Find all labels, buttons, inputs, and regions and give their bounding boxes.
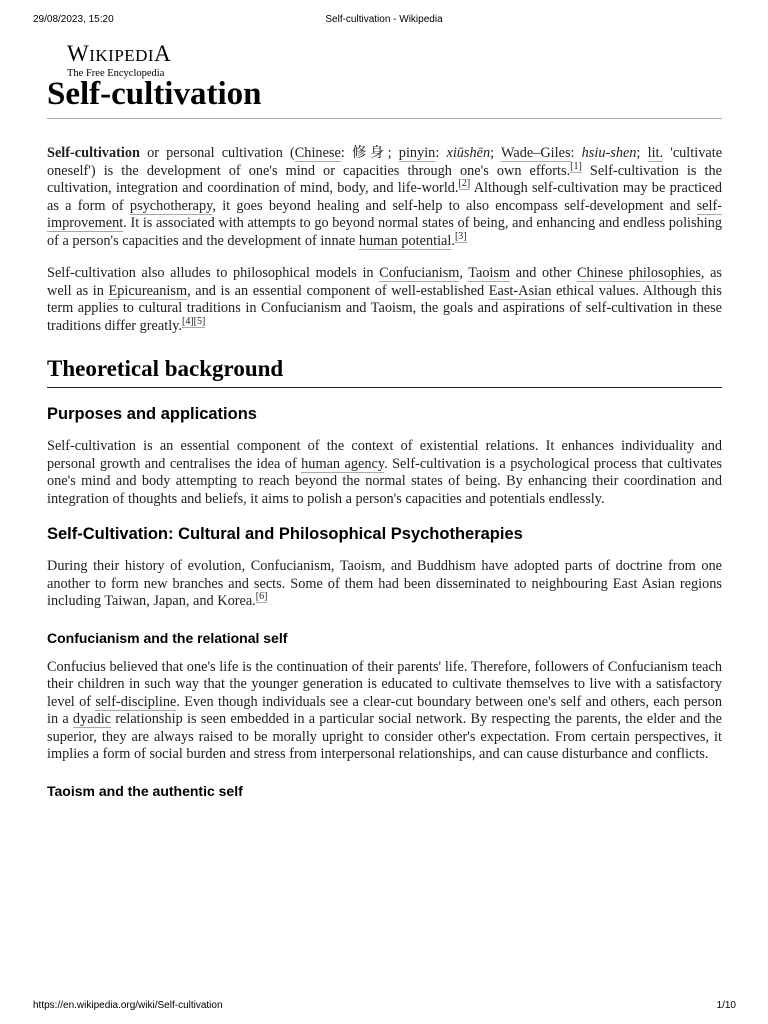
citation-4[interactable]: [4] bbox=[181, 315, 194, 327]
cultural-paragraph: During their history of evolution, Confucianism, Taoism, and Buddhism have adopted parts of doctrine from one another to form new branches and sects. Some of them had been disseminated to neighbouring East Asian regions including Taiwan, Japan, and Korea.[6] bbox=[47, 558, 722, 609]
intro-paragraph-1: Self-cultivation or personal cultivation (Chinese: 修身; pinyin: xiūshēn; Wade–Giles: hsiu-shen; lit. 'cultivate oneself') is the development of one's mind or capacities through one's own efforts.[1] Self-cultivation is the cultivation, integration and coordination of mind, body, and life-world.[2] Although self-cultivation may be practiced as a form of psychotherapy, it goes beyond healing and self-help to also encompass self-development and self-improvement. It is associated with attempts to go beyond normal states of being, and enhancing and endless polishing of a person's capacities and the development of innate human potential.[3] bbox=[47, 145, 723, 249]
link-pinyin[interactable]: pinyin bbox=[398, 145, 436, 161]
link-self-improvement[interactable]: self-improvement bbox=[47, 197, 722, 231]
heading-confucianism-relational-self: Confucianism and the relational self bbox=[47, 629, 288, 646]
heading-taoism-authentic-self: Taoism and the authentic self bbox=[47, 782, 243, 799]
citation-1[interactable]: [1] bbox=[570, 160, 582, 172]
citation-5[interactable]: [5] bbox=[193, 315, 206, 327]
page-title: Self-cultivation bbox=[47, 72, 722, 119]
citation-3[interactable]: [3] bbox=[454, 230, 467, 242]
bold-term: Self-cultivation bbox=[47, 145, 140, 161]
link-human-agency[interactable]: human agency bbox=[301, 455, 385, 472]
print-page-title: Self-cultivation - Wikipedia bbox=[325, 14, 443, 25]
link-human-potential[interactable]: human potential bbox=[358, 232, 452, 249]
print-page-number: 1/10 bbox=[716, 1000, 736, 1011]
link-chinese-philosophies[interactable]: Chinese philosophies bbox=[576, 265, 701, 281]
article-body bbox=[47, 145, 722, 812]
citation-6[interactable]: [6] bbox=[255, 591, 268, 603]
heading-cultural-psychotherapies: Self-Cultivation: Cultural and Philosophical Psychotherapies bbox=[47, 525, 523, 543]
citation-2[interactable]: [2] bbox=[458, 178, 471, 190]
link-wade-giles[interactable]: Wade–Giles bbox=[501, 145, 571, 161]
link-confucianism[interactable]: Confucianism bbox=[379, 265, 460, 281]
link-taoism[interactable]: Taoism bbox=[468, 265, 511, 281]
link-epicureanism[interactable]: Epicureanism bbox=[108, 282, 188, 299]
link-east-asian[interactable]: East-Asian bbox=[488, 282, 552, 299]
link-dyadic[interactable]: dyadic bbox=[72, 711, 112, 727]
wikipedia-tagline: The Free Encyclopedia bbox=[67, 68, 165, 79]
wikipedia-wordmark: WIKIPEDIA bbox=[67, 41, 172, 66]
link-psychotherapy[interactable]: psychotherapy bbox=[129, 197, 213, 214]
browser-print-header bbox=[0, 0, 768, 30]
intro-paragraph-2: Self-cultivation also alludes to philosophical models in Confucianism, Taoism and other Chinese philosophies, as well as in Epicureanism, and is an essential component of well-established East-Asian ethical values. Although this term applies to cultural traditions in Confucianism and Taoism, the goals and aspirations of self-cultivation in these traditions differ greatly.[4][5] bbox=[47, 265, 722, 334]
purposes-paragraph: Self-cultivation is an essential component of the context of existential relations. It enhances individuality and personal growth and centralises the idea of human agency. Self-cultivation is a psychological process that cultivates one's mind and body attempting to reach beyond the normal states of being. By enhancing their coordination and integration of thoughts and beliefs, it aims to polish a person's capacities and potentials endlessly. bbox=[47, 438, 723, 507]
heading-theoretical-background: Theoretical background bbox=[47, 355, 722, 388]
print-datetime: 29/08/2023, 15:20 bbox=[33, 14, 114, 25]
link-chinese[interactable]: Chinese bbox=[294, 145, 341, 161]
confucianism-paragraph: Confucius believed that one's life is the continuation of their parents' life. Therefore, followers of Confucianism teach their children in such way that the younger generation is educated to cultivate themselves to live with a satisfactory level of self-discipline. Even though individuals see a clear-cut boundary between one's self and others, each person in a dyadic relationship is seen embedded in a particular social network. By respecting the parents, the elder and the superior, they are always raised to be morally upright to consider other's expectation. From certain perspectives, it implies a form of social burden and stress from interpersonal relationships, and can cause disturbance and conflicts. bbox=[47, 658, 722, 762]
browser-print-footer bbox=[0, 994, 768, 1024]
link-self-discipline[interactable]: self-discipline bbox=[95, 693, 177, 710]
heading-purposes: Purposes and applications bbox=[47, 405, 257, 423]
print-url: https://en.wikipedia.org/wiki/Self-cultivation bbox=[33, 1000, 223, 1011]
link-literal[interactable]: lit. bbox=[647, 145, 664, 161]
